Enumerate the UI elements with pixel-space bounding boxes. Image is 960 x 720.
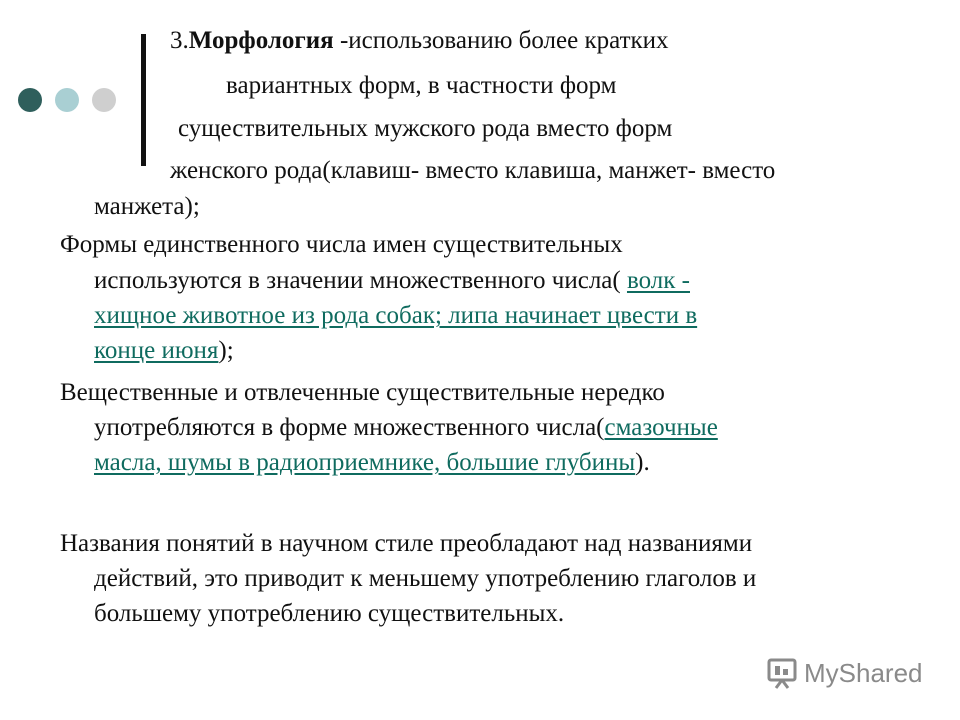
dot-gray bbox=[92, 88, 116, 112]
example-link[interactable]: волк - bbox=[626, 267, 690, 294]
text-line: Формы единственного числа имен существительных bbox=[60, 231, 623, 258]
text-line bbox=[94, 415, 718, 440]
text-line bbox=[94, 268, 690, 293]
text-line bbox=[94, 450, 650, 475]
example-link[interactable]: конце июня bbox=[94, 337, 219, 364]
dot-dark bbox=[18, 88, 42, 112]
watermark bbox=[766, 657, 923, 689]
heading-bold: Морфология bbox=[188, 27, 334, 54]
heading-line bbox=[170, 28, 669, 53]
text-span: ); bbox=[218, 337, 234, 364]
text-line: большему употреблению существительных. bbox=[94, 600, 565, 627]
text-line: Вещественные и отвлеченные существительные нередко bbox=[60, 379, 665, 406]
heading-number: 3. bbox=[170, 27, 189, 54]
text-line bbox=[94, 338, 234, 363]
text-span: ). bbox=[635, 449, 650, 476]
text-line bbox=[94, 303, 697, 328]
dot-light-blue bbox=[55, 88, 79, 112]
example-link[interactable]: масла, шумы в радиоприемнике, большие глубины bbox=[94, 449, 636, 476]
text-span: употребляются в форме множественного числа( bbox=[94, 414, 605, 441]
decorative-dots bbox=[18, 88, 116, 112]
example-link[interactable]: хищное животное из рода собак; липа начинает цвести в bbox=[94, 302, 698, 329]
text-line: женского рода(клавиш- вместо клавиша, манжет- вместо bbox=[170, 157, 776, 184]
text-line: вариантных форм, в частности форм bbox=[226, 72, 617, 99]
heading-rest: -использованию более кратких bbox=[333, 27, 669, 54]
text-line: Названия понятий в научном стиле преобладают над названиями bbox=[60, 530, 753, 557]
presentation-icon bbox=[766, 657, 800, 689]
watermark-text: MyShared bbox=[804, 657, 923, 688]
text-line: манжета); bbox=[94, 193, 200, 220]
text-span: используются в значении множественного числа( bbox=[94, 267, 627, 294]
vertical-divider bbox=[141, 34, 146, 166]
example-link[interactable]: смазочные bbox=[604, 414, 718, 441]
text-line: действий, это приводит к меньшему употреблению глаголов и bbox=[94, 565, 757, 592]
text-line: существительных мужского рода вместо форм bbox=[178, 115, 673, 142]
